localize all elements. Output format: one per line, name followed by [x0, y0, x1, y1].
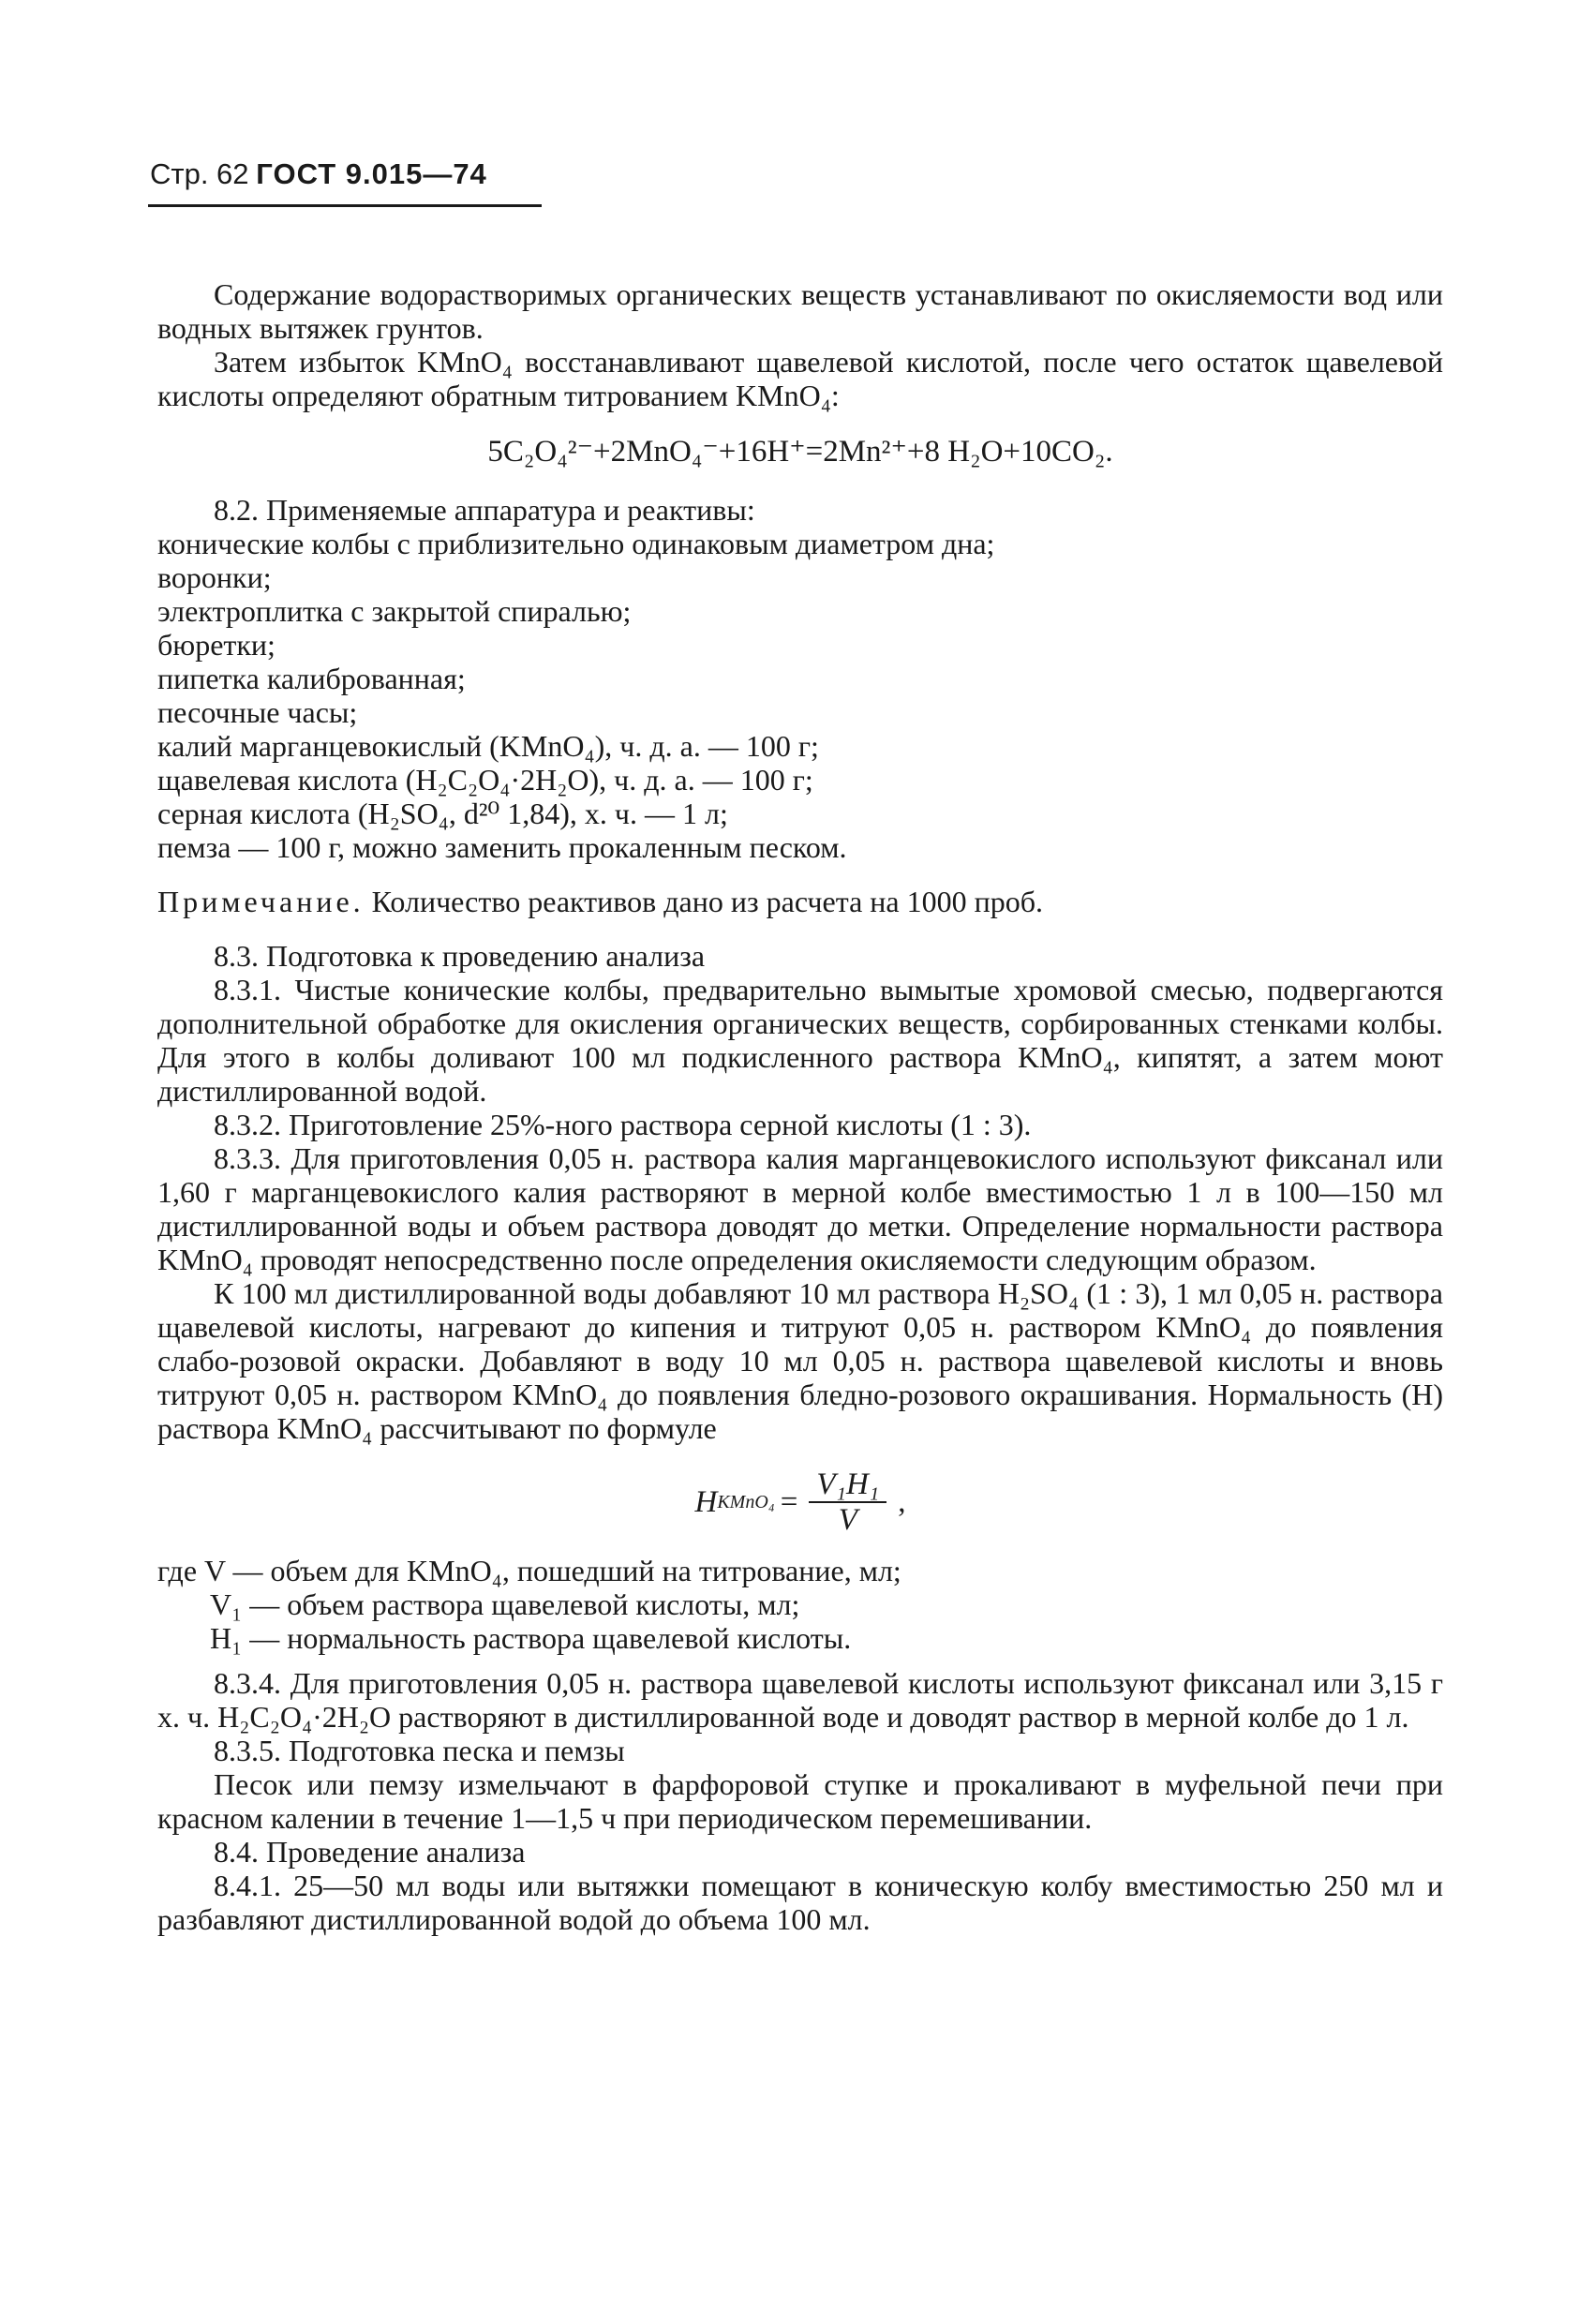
paragraph-8-3-5-title: 8.3.5. Подготовка песка и пемзы — [214, 1734, 625, 1767]
intro-paragraph-1: Содержание водорастворимых органических веществ устанавливают по окисляемости вод или водных вытяжек грунтов. — [157, 277, 1443, 345]
list-item: воронки; — [157, 560, 272, 594]
note-label: Примечание. — [157, 885, 365, 918]
list-item: пемза — 100 г, можно заменить прокаленным песком. — [157, 830, 847, 864]
list-item: конические колбы с приблизительно одинаковым диаметром дна; — [157, 527, 995, 560]
list-item: серная кислота (H₂SO₄, d²⁰ 1,84), х. ч. — 1 л; — [157, 797, 728, 830]
note-text: Количество реактивов дано из расчета на 1000 проб. — [371, 885, 1044, 918]
paragraph-8-3-5: Песок или пемзу измельчают в фарфоровой ступке и прокаливают в муфельной печи при красном калении в течение 1—1,5 ч при периодическом перемешивании. — [157, 1767, 1443, 1835]
list-item: пипетка калиброванная; — [157, 662, 466, 695]
formula-fraction — [809, 1467, 886, 1537]
list-item: электроплитка с закрытой спиралью; — [157, 594, 632, 628]
standard-number: ГОСТ 9.015—74 — [256, 157, 487, 190]
list-item: калий марганцевокислый (KMnO₄), ч. д. а. — 100 г; — [157, 729, 819, 763]
formula-comma: , — [898, 1485, 906, 1519]
normality-formula: H KMnO₄ = $\frac{\text{V₁H₁}}{V}$ , — [694, 1467, 906, 1537]
paragraph-8-4-1: 8.4.1. 25—50 мл воды или вытяжки помещают в коническую колбу вместимостью 250 мл и разбавляют дистиллированной водой до объема 100 мл. — [157, 1869, 1443, 1936]
formula-numerator: V₁H₁ — [809, 1467, 886, 1503]
formula-denominator: V — [838, 1503, 857, 1537]
equipment-list — [157, 527, 1443, 864]
legend-line: V₁ — объем раствора щавелевой кислоты, мл; — [210, 1587, 800, 1621]
header-rule — [148, 204, 542, 207]
formula-legend — [157, 1554, 1443, 1655]
formula-lhs: H — [694, 1485, 718, 1519]
legend-line: где V — объем для KMnO₄, пошедший на титрование, мл; — [157, 1554, 901, 1587]
page-number: Стр. 62 — [150, 157, 249, 190]
list-item: щавелевая кислота (H₂C₂O₄·2H₂O), ч. д. а. — 100 г; — [157, 763, 813, 797]
formula-eq: = — [780, 1485, 798, 1519]
intro-paragraph-2: Затем избыток KMnO₄ восстанавливают щавелевой кислотой, после чего остаток щавелевой кислоты определяют обратным титрованием KMnO₄: — [157, 345, 1443, 412]
paragraph-8-3-2: 8.3.2. Приготовление 25%-ного раствора серной кислоты (1 : 3). — [214, 1108, 1032, 1141]
paragraph-8-3-1: 8.3.1. Чистые конические колбы, предварительно вымытые хромовой смесью, подвергаются дополнительной обработке для окисления органических веществ, сорбированных стенками колбы. Для этого в колбы доливают 100 мл подкисленного раствора KMnO₄, кипятят, а затем моют дистиллированной водой. — [157, 973, 1443, 1108]
section-8-4-title: 8.4. Проведение анализа — [214, 1835, 526, 1869]
paragraph-8-3-3-cont: К 100 мл дистиллированной воды добавляют 10 мл раствора H₂SO₄ (1 : 3), 1 мл 0,05 н. раствора щавелевой кислоты, нагревают до кипения и титруют 0,05 н. раствором KMnO₄ до появления слабо-розовой окраски. Добавляют в воду 10 мл 0,05 н. раствора щавелевой кислоты и вновь титруют 0,05 н. раствором KMnO₄ до появления бледно-розового окрашивания. Нормальность (Н) раствора KMnO₄ рассчитывают по формуле — [157, 1276, 1443, 1445]
list-item: песочные часы; — [157, 695, 358, 729]
page-header — [150, 157, 487, 191]
paragraph-8-3-3: 8.3.3. Для приготовления 0,05 н. раствора калия марганцевокислого используют фиксанал или 1,60 г марганцевокислого калия растворяют в мерной колбе вместимостью 1 л в 100—150 мл дистиллированной воды и объем раствора доводят до метки. Определение нормальности раствора KMnO₄ проводят непосредственно после определения окисляемости следующим образом. — [157, 1141, 1443, 1276]
reaction-equation: 5C₂O₄²⁻+2MnO₄⁻+16H⁺=2Mn²⁺+8 H₂O+10CO₂. — [487, 435, 1113, 469]
section-8-3-title: 8.3. Подготовка к проведению анализа — [214, 939, 706, 973]
document-body — [157, 277, 1443, 1936]
paragraph-8-3-4: 8.3.4. Для приготовления 0,05 н. раствора щавелевой кислоты используют фиксанал или 3,15 г х. ч. H₂C₂O₄·2H₂O растворяют в дистиллированной воде и доводят раствор в мерной колбе до 1 л. — [157, 1666, 1443, 1734]
note — [157, 885, 1443, 918]
list-item: бюретки; — [157, 628, 276, 662]
legend-line: H₁ — нормальность раствора щавелевой кислоты. — [210, 1621, 852, 1655]
section-8-2-title: 8.2. Применяемые аппаратура и реактивы: — [214, 493, 755, 527]
